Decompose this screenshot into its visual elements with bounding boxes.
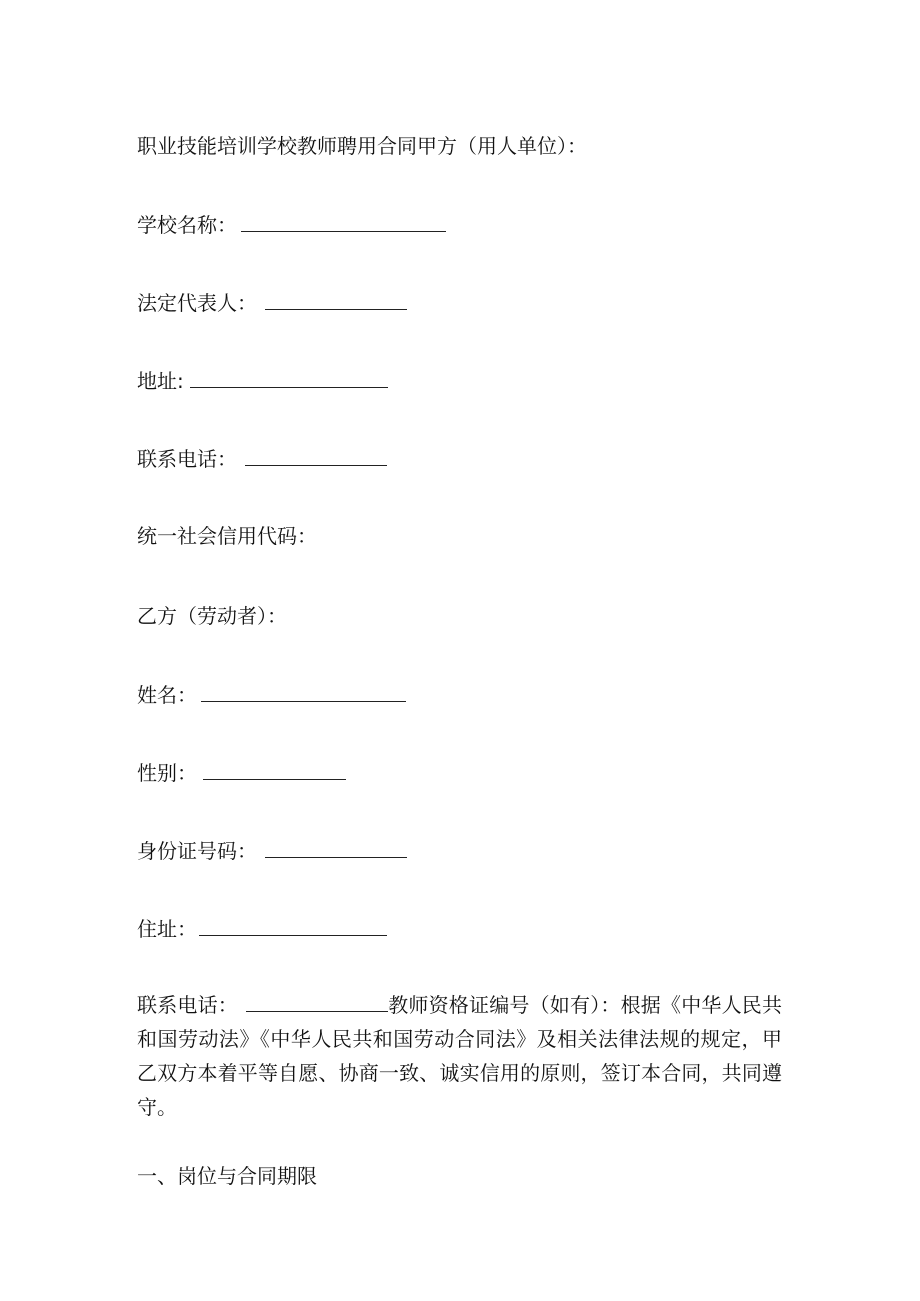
party-b-phone-label: 联系电话： [137, 993, 238, 1017]
party-b-heading-row [137, 603, 287, 629]
party-a-address-row [137, 367, 388, 394]
name-label: 姓名： [137, 683, 197, 707]
legal-rep-row [137, 289, 407, 316]
party-a-phone-label: 联系电话： [137, 447, 237, 471]
legal-rep-label: 法定代表人： [137, 291, 257, 315]
credit-code-row [137, 523, 317, 549]
gender-blank[interactable] [203, 759, 346, 780]
section-1-heading-row [137, 1163, 317, 1189]
party-b-phone-paragraph [137, 988, 782, 1124]
contract-title-line [137, 133, 587, 159]
id-number-blank[interactable] [265, 837, 407, 858]
party-a-phone-row [137, 445, 387, 472]
name-blank[interactable] [201, 681, 406, 702]
party-b-address-blank[interactable] [199, 915, 387, 936]
section-1-heading: 一、岗位与合同期限 [137, 1164, 317, 1188]
gender-row [137, 759, 346, 786]
party-a-phone-blank[interactable] [245, 445, 387, 466]
party-b-heading: 乙方（劳动者）： [137, 604, 287, 628]
name-row [137, 681, 406, 708]
credit-code-label: 统一社会信用代码： [137, 524, 317, 548]
school-name-row [137, 211, 446, 238]
id-number-row [137, 837, 407, 864]
party-b-address-label: 住址： [137, 917, 197, 941]
party-a-address-label: 地址: [137, 369, 184, 393]
school-name-label: 学校名称： [137, 213, 237, 237]
legal-rep-blank[interactable] [265, 289, 407, 310]
agreement-paragraph-text: 教师资格证编号（如有）：根据《中华人民共和国劳动法》《中华人民共和国劳动合同法》及相关法律法规的规定，甲乙双方本着平等自愿、协商一致、诚实信用的原则，签订本合同，共同遵守。 [137, 993, 782, 1119]
school-name-blank[interactable] [241, 211, 446, 232]
gender-label: 性别： [137, 761, 197, 785]
party-b-phone-blank[interactable] [246, 991, 388, 1012]
id-number-label: 身份证号码： [137, 839, 257, 863]
contract-title-text: 职业技能培训学校教师聘用合同甲方（用人单位）： [137, 134, 587, 158]
party-a-address-blank[interactable] [190, 367, 388, 388]
party-b-address-row [137, 915, 387, 942]
